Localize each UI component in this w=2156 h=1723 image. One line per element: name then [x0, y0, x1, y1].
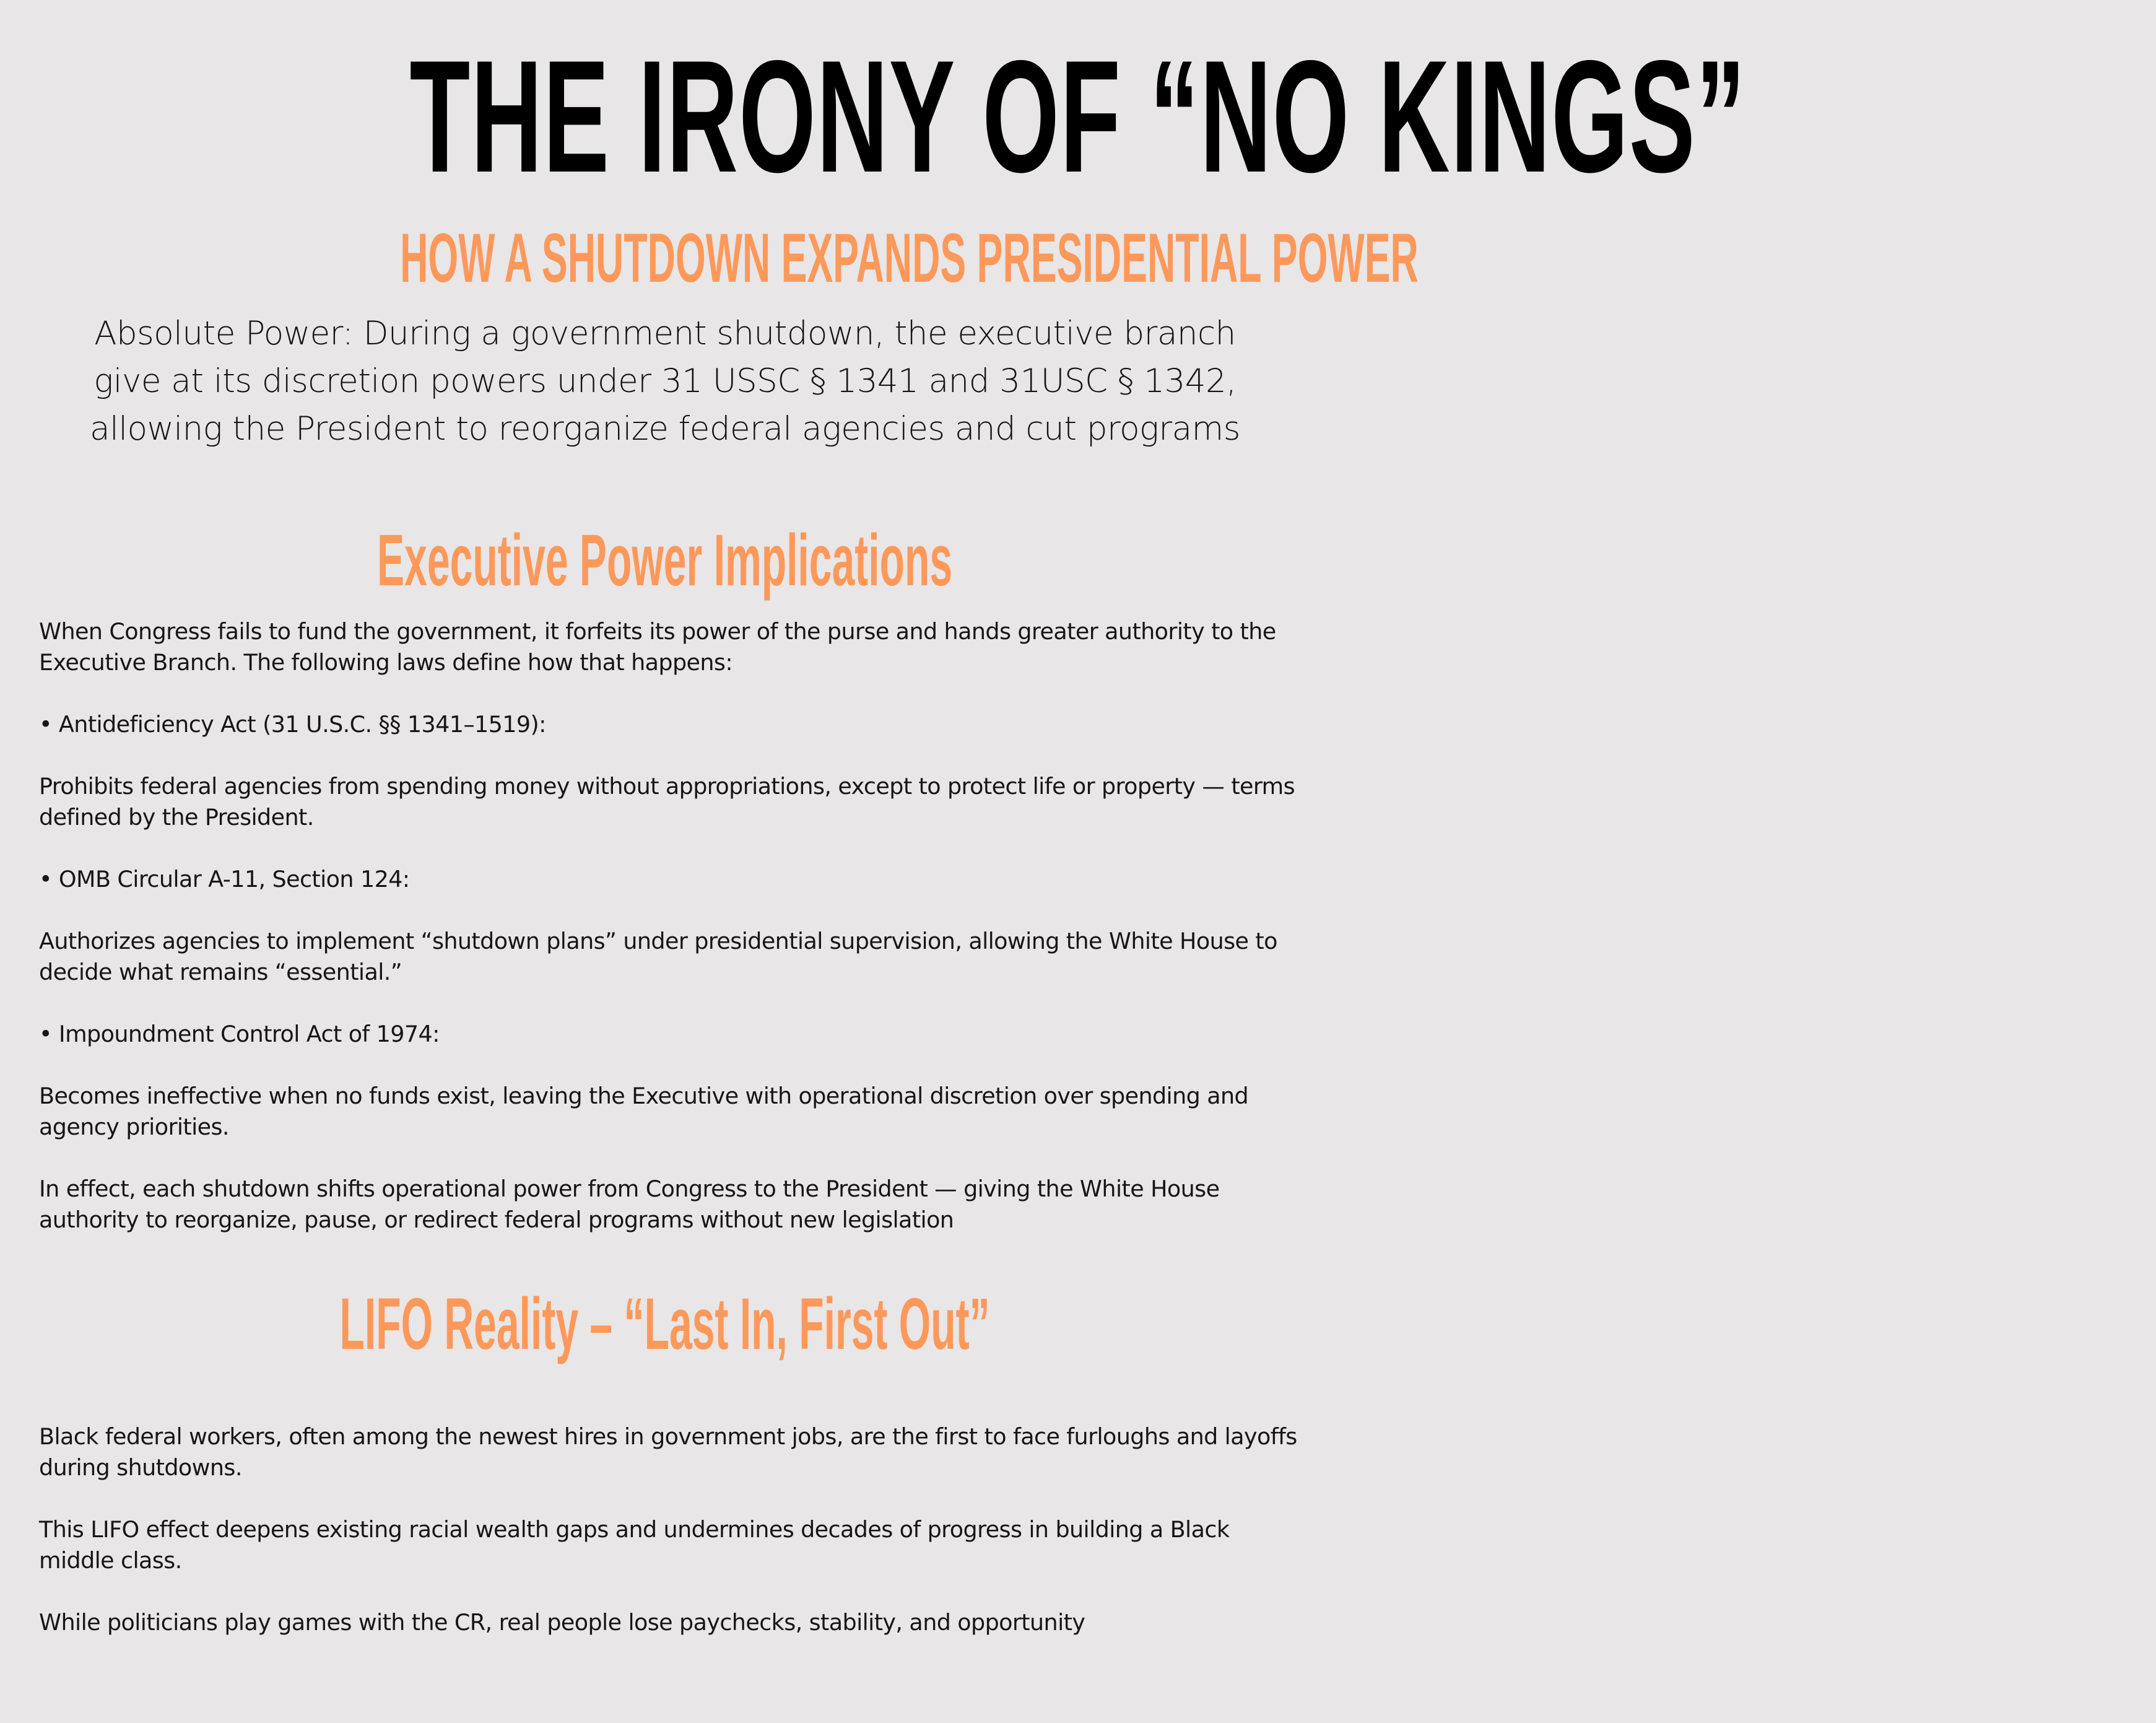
bullet-antideficiency-act: • Antideficiency Act (31 U.S.C. §§ 1341–1519):	[39, 711, 546, 738]
paragraph-lifo-effect: This LIFO effect deepens existing racial wealth gaps and undermines decades of progress in building a Black middle class.	[39, 1516, 1230, 1574]
intro-paragraph: Absolute Power: During a government shutdown, the executive branch give at its discretion powers under 31 USSC § 1341 and 31USC § 1342, allowing the President to reorganize federal agencies and cut programs	[90, 315, 1240, 448]
paragraph-congress-fails: When Congress fails to fund the government, it forfeits its power of the purse and hands greater authority to the Executive Branch. The following laws define how that happens:	[39, 618, 1276, 676]
paragraph-omb-desc: Authorizes agencies to implement “shutdown plans” under presidential supervision, allowing the White House to decide what remains “essential.”	[39, 928, 1277, 985]
section-body-executive-power	[39, 616, 1308, 1267]
section-heading-text: Executive Power Implications	[377, 520, 953, 601]
bullet-omb-circular: • OMB Circular A-11, Section 124:	[39, 866, 410, 892]
main-title	[0, 27, 1747, 206]
paragraph-politicians: While politicians play games with the CR, real people lose paychecks, stability, and opportunity	[39, 1609, 1085, 1636]
paragraph-in-effect: In effect, each shutdown shifts operational power from Congress to the President — giving the White House authority to reorganize, pause, or redirect federal programs without new legislation	[39, 1176, 1220, 1233]
paragraph-antideficiency-desc: Prohibits federal agencies from spending money without appropriations, except to protect life or property — terms defined by the President.	[39, 773, 1295, 831]
section-body-lifo-reality	[39, 1421, 1308, 1669]
paragraph-impoundment-desc: Becomes ineffective when no funds exist, leaving the Executive with operational discretion over spending and agency priorities.	[39, 1083, 1249, 1140]
section-heading-executive-power	[0, 520, 1330, 601]
bullet-impoundment-act: • Impoundment Control Act of 1974:	[39, 1021, 440, 1047]
section-heading-text: LIFO Reality – “Last In, First Out”	[339, 1283, 991, 1365]
subtitle	[0, 219, 1419, 297]
main-title-text: THE IRONY OF “NO KINGS”	[409, 27, 1747, 206]
subtitle-text: HOW A SHUTDOWN EXPANDS PRESIDENTIAL POWER	[400, 219, 1419, 297]
paragraph-black-federal-workers: Black federal workers, often among the newest hires in government jobs, are the first to face furloughs and layoffs during shutdowns.	[39, 1423, 1297, 1481]
section-heading-lifo-reality	[0, 1283, 1330, 1365]
